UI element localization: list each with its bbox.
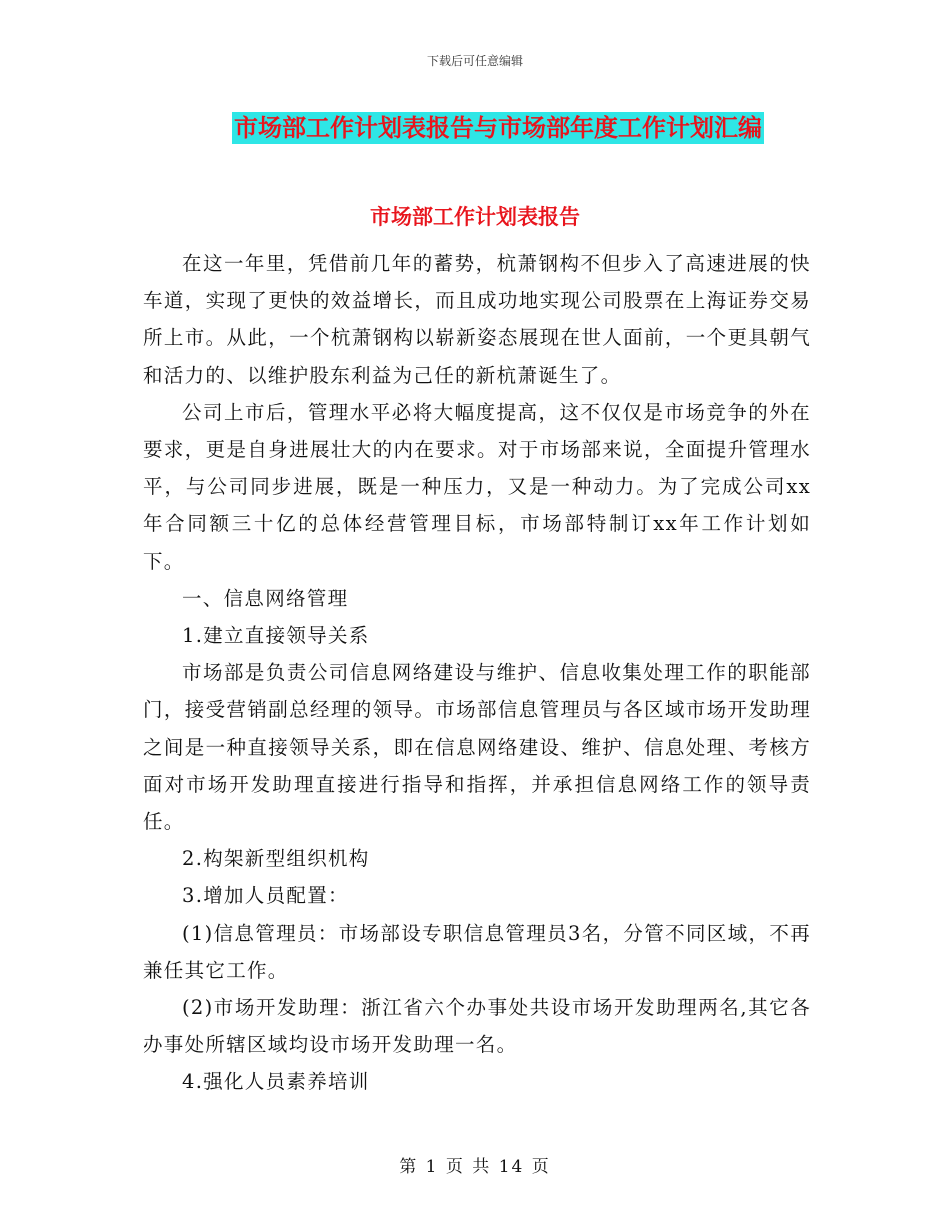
paragraph: 3.增加人员配置：	[182, 884, 349, 908]
document-body	[143, 245, 811, 1101]
main-title-wrap	[0, 112, 950, 144]
section-title: 市场部工作计划表报告	[370, 205, 580, 229]
main-title: 市场部工作计划表报告与市场部年度工作计划汇编	[234, 114, 762, 142]
paragraph: (2)市场开发助理：浙江省六个办事处共设市场开发助理两名,其它各办事处所辖区域均设市场开发助理一名。	[143, 996, 811, 1057]
header-note: 下载后可任意编辑	[426, 54, 523, 68]
paragraph: 公司上市后，管理水平必将大幅度提高，这不仅仅是市场竞争的外在要求，更是自身进展壮大的内在要求。对于市场部来说，全面提升管理水平，与公司同步进展，既是一种压力，又是一种动力。为了完成公司xx年合同额三十亿的总体经营管理目标，市场部特制订xx年工作计划如下。	[143, 400, 811, 573]
paragraph: 2.构架新型组织机构	[182, 847, 370, 871]
paragraph: 一、信息网络管理	[182, 586, 349, 610]
paragraph: 1.建立直接领导关系	[182, 624, 370, 648]
paragraph: (1)信息管理员：市场部设专职信息管理员3名，分管不同区域，不再兼任其它工作。	[143, 921, 811, 982]
paragraph: 4.强化人员素养培训	[182, 1070, 370, 1094]
page-footer: 第 1 页 共 14 页	[399, 1157, 551, 1177]
paragraph: 市场部是负责公司信息网络建设与维护、信息收集处理工作的职能部门，接受营销副总经理的领导。市场部信息管理员与各区域市场开发助理之间是一种直接领导关系，即在信息网络建设、维护、信息处理、考核方面对市场开发助理直接进行指导和指挥，并承担信息网络工作的领导责任。	[143, 661, 811, 834]
paragraph: 在这一年里，凭借前几年的蓄势，杭萧钢构不但步入了高速进展的快车道，实现了更快的效益增长，而且成功地实现公司股票在上海证券交易所上市。从此，一个杭萧钢构以崭新姿态展现在世人面前，一个更具朝气和活力的、以维护股东利益为己任的新杭萧诞生了。	[143, 252, 811, 387]
